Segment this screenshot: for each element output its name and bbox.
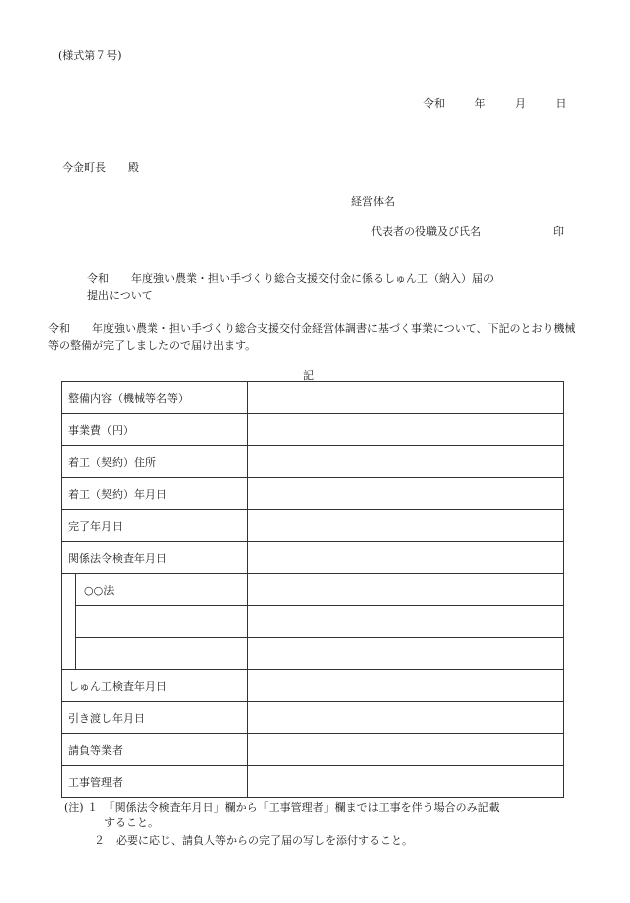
row-label: 工事管理者 <box>62 766 248 798</box>
table-row <box>62 446 564 478</box>
date-year: 年 <box>474 97 486 110</box>
indent-cell <box>62 574 76 670</box>
date-era: 令和 <box>423 97 445 110</box>
sub-row-label[interactable] <box>76 638 248 670</box>
row-label: 関係法令検査年月日 <box>62 542 248 574</box>
notes <box>64 800 584 848</box>
table-sub-row <box>62 638 564 670</box>
submission-date <box>423 95 567 111</box>
row-label: 着工（契約）住所 <box>62 446 248 478</box>
table-row <box>62 702 564 734</box>
table-row <box>62 542 564 574</box>
note-1: (注) １ 「関係法令検査年月日」欄から「工事管理者」欄までは工事を伴う場合のみ記載 <box>64 801 500 814</box>
row-value-field[interactable] <box>248 414 564 446</box>
row-label: 事業費（円） <box>62 414 248 446</box>
row-value-field[interactable] <box>248 734 564 766</box>
table-row <box>62 382 564 414</box>
row-value-field[interactable] <box>248 446 564 478</box>
row-value-field[interactable] <box>248 766 564 798</box>
row-label: 請負等業者 <box>62 734 248 766</box>
row-value-field[interactable] <box>248 382 564 414</box>
row-value-field[interactable] <box>248 574 564 606</box>
note-1-continued: すること。 <box>104 816 159 829</box>
table-sub-row <box>62 606 564 638</box>
row-label: 完了年月日 <box>62 510 248 542</box>
row-label: 着工（契約）年月日 <box>62 478 248 510</box>
table-row <box>62 414 564 446</box>
row-label: しゅん工検査年月日 <box>62 670 248 702</box>
table-sub-row <box>62 574 564 606</box>
completion-table <box>61 381 564 798</box>
note-2: ２ 必要に応じ、請負人等からの完了届の写しを添付すること。 <box>94 834 413 847</box>
entity-name-label: 経営体名 <box>351 195 395 208</box>
document-title <box>87 270 494 304</box>
row-value-field[interactable] <box>248 510 564 542</box>
body-text: 令和 年度強い農業・担い手づくり総合支援交付金経営体調書に基づく事業について、下記のとおり機械等の整備が完了しましたので届け出ます。 <box>48 322 576 352</box>
sub-row-label[interactable] <box>76 606 248 638</box>
row-value-field[interactable] <box>248 542 564 574</box>
table-row <box>62 670 564 702</box>
row-value-field[interactable] <box>248 638 564 670</box>
sub-row-label: ○○法 <box>76 574 248 606</box>
table-row <box>62 734 564 766</box>
date-day: 日 <box>555 97 567 110</box>
date-month: 月 <box>515 97 526 110</box>
table-row <box>62 510 564 542</box>
row-value-field[interactable] <box>248 670 564 702</box>
row-value-field[interactable] <box>248 702 564 734</box>
form-number: (様式第７号) <box>58 49 122 62</box>
addressee <box>62 159 139 175</box>
row-label: 整備内容（機械等名等） <box>62 382 248 414</box>
representative-label: 代表者の役職及び氏名 <box>371 225 481 238</box>
ki-label: 記 <box>303 369 314 382</box>
row-value-field[interactable] <box>248 478 564 510</box>
table-row <box>62 478 564 510</box>
title-line-2: 提出について <box>87 289 153 302</box>
title-line-1: 令和 年度強い農業・担い手づくり総合支援交付金に係るしゅん工（納入）届の <box>87 272 494 285</box>
row-value-field[interactable] <box>248 606 564 638</box>
addressee-name: 今金町長 <box>62 161 106 174</box>
seal-label: 印 <box>553 225 564 238</box>
row-label: 引き渡し年月日 <box>62 702 248 734</box>
table-row <box>62 766 564 798</box>
addressee-honorific: 殿 <box>128 161 139 174</box>
